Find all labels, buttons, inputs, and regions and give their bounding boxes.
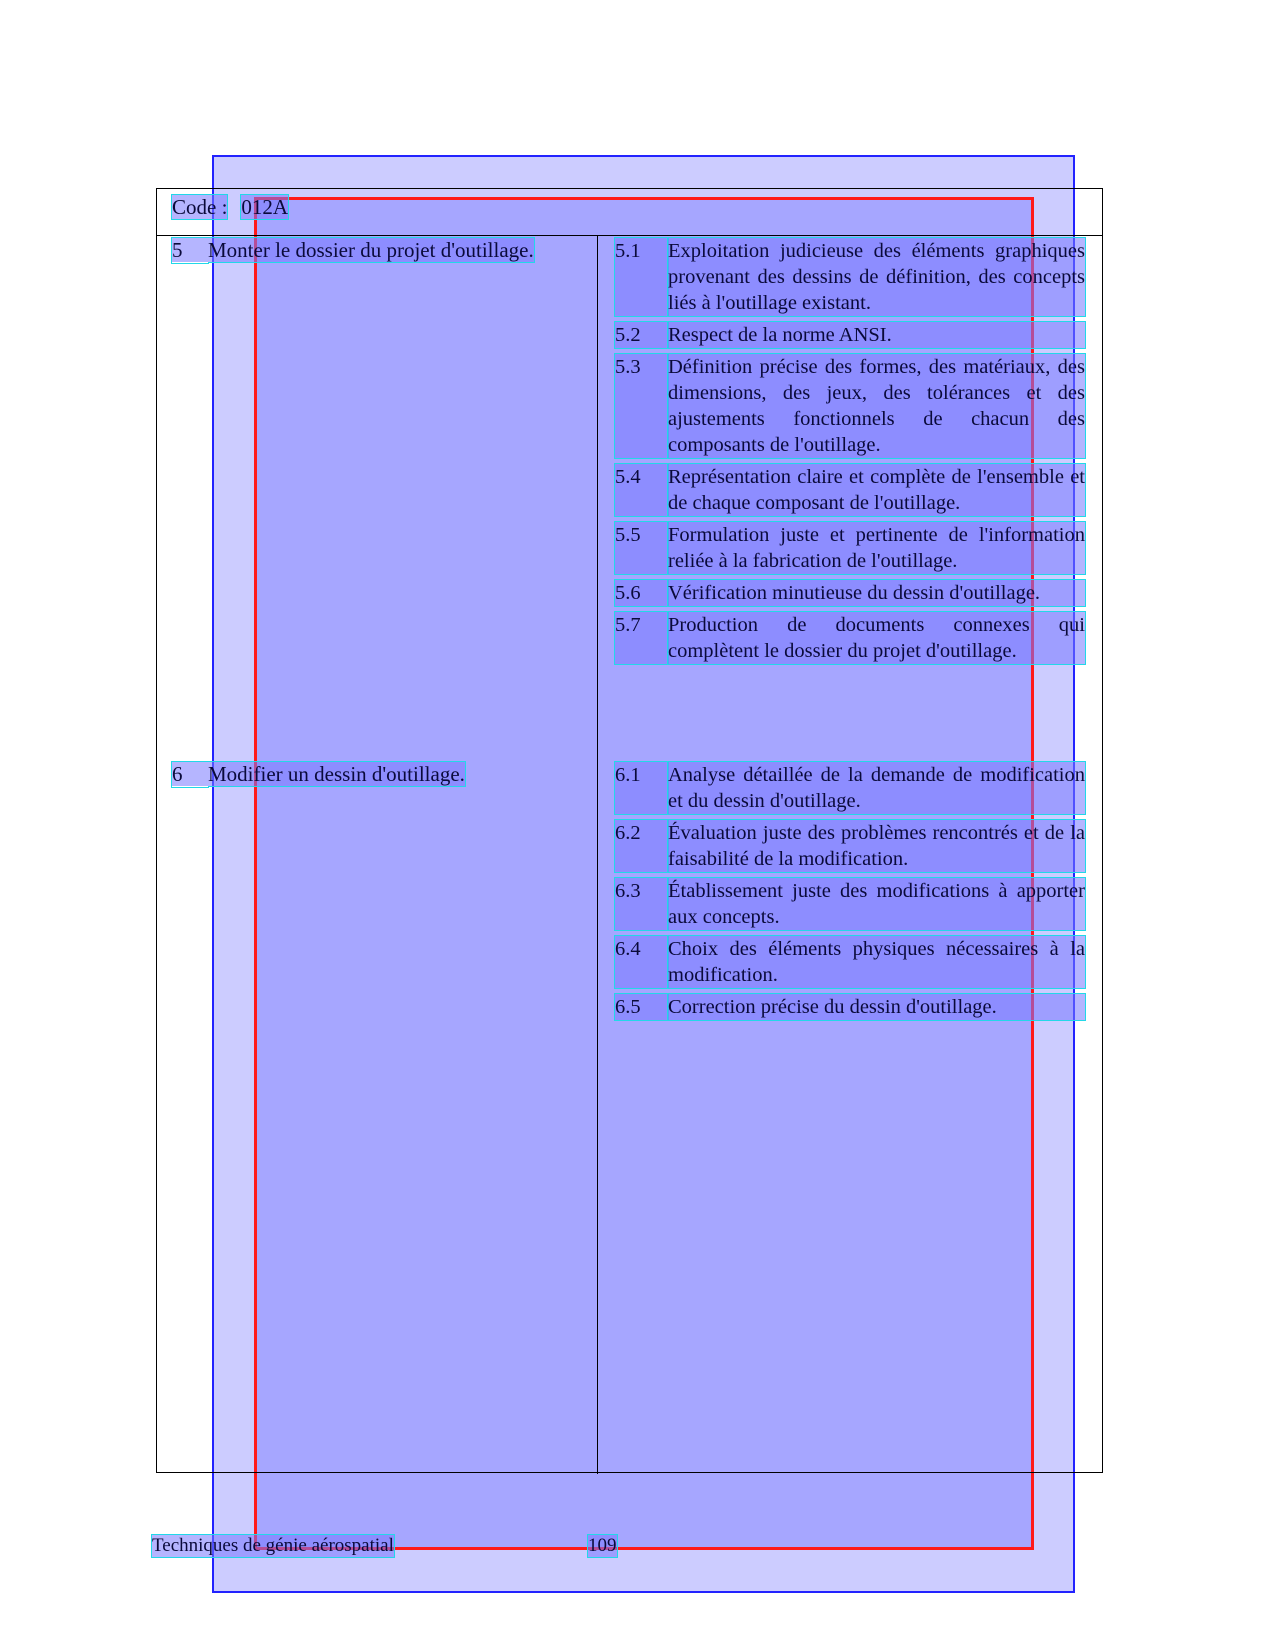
criterion-number: 5.6: [615, 580, 668, 606]
criterion-text: Correction précise du dessin d'outillage.: [668, 994, 1085, 1020]
criterion-text: Évaluation juste des problèmes rencontrés et de la faisabilité de la modification.: [668, 822, 1085, 870]
criterion-number: 6.1: [615, 762, 668, 814]
criterion-number: 6.2: [615, 820, 668, 872]
criterion-5-5: [615, 522, 1085, 574]
column-divider: [597, 236, 598, 1474]
criterion-5-2: [615, 322, 1085, 348]
criterion-6-2: [615, 820, 1085, 872]
code-header: [172, 195, 288, 220]
competency-title: Monter le dossier du projet d'outillage.: [208, 238, 534, 262]
criterion-text: Vérification minutieuse du dessin d'outillage.: [668, 580, 1085, 606]
criterion-text: Analyse détaillée de la demande de modification et du dessin d'outillage.: [668, 764, 1085, 812]
criterion-number: 5.4: [615, 464, 668, 516]
code-value: 012A: [241, 195, 289, 219]
criterion-5-6: [615, 580, 1085, 606]
criterion-number: 6.3: [615, 878, 668, 930]
criteria-list-5: [615, 238, 1085, 670]
criterion-text: Production de documents connexes qui complètent le dossier du projet d'outillage.: [668, 614, 1085, 662]
footer-program: Techniques de génie aérospatial: [152, 1535, 394, 1556]
criterion-5-7: [615, 612, 1085, 664]
criterion-text: Représentation claire et complète de l'ensemble et de chaque composant de l'outillage.: [668, 466, 1085, 514]
criterion-number: 6.4: [615, 936, 668, 988]
criterion-text: Formulation juste et pertinente de l'information reliée à la fabrication de l'outillage.: [668, 524, 1085, 572]
criterion-text: Choix des éléments physiques nécessaires à la modification.: [668, 938, 1085, 986]
competency-5: [172, 238, 534, 263]
criterion-number: 6.5: [615, 994, 668, 1020]
criterion-5-4: [615, 464, 1085, 516]
criterion-6-3: [615, 878, 1085, 930]
criterion-6-5: [615, 994, 1085, 1020]
criteria-list-6: [615, 762, 1085, 1026]
criterion-text: Exploitation judicieuse des éléments graphiques provenant des dessins de définition, des concepts liés à l'outillage existant.: [668, 240, 1085, 314]
criterion-text: Définition précise des formes, des matériaux, des dimensions, des jeux, des tolérances et des ajustements fonctionnels de chacun des composants de l'outillage.: [668, 356, 1085, 456]
header-divider: [156, 235, 1103, 236]
criterion-5-3: [615, 354, 1085, 458]
criterion-number: 5.1: [615, 238, 668, 316]
criterion-5-1: [615, 238, 1085, 316]
criterion-6-1: [615, 762, 1085, 814]
criterion-text: Établissement juste des modifications à apporter aux concepts.: [668, 880, 1085, 928]
competency-title: Modifier un dessin d'outillage.: [208, 762, 465, 786]
competency-number: 5: [172, 238, 183, 262]
competency-6: [172, 762, 465, 787]
criterion-number: 5.3: [615, 354, 668, 458]
competency-number: 6: [172, 762, 183, 786]
footer-page-number: 109: [588, 1535, 617, 1556]
criterion-number: 5.7: [615, 612, 668, 664]
code-label: Code :: [172, 195, 228, 219]
criterion-text: Respect de la norme ANSI.: [668, 322, 1085, 348]
criterion-6-4: [615, 936, 1085, 988]
criterion-number: 5.2: [615, 322, 668, 348]
criterion-number: 5.5: [615, 522, 668, 574]
